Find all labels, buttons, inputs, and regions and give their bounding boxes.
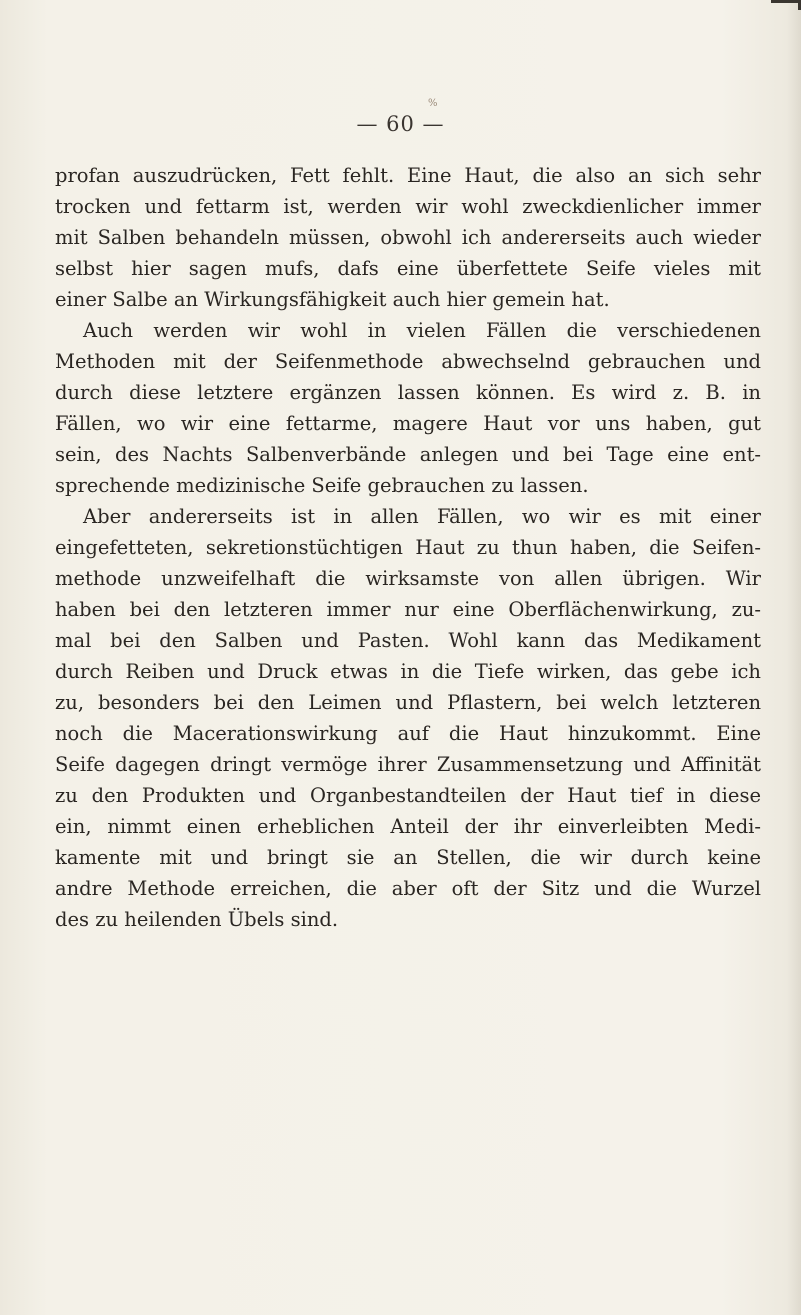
text-line: sprechende medizinische Seife gebrauchen zu lassen.: [55, 474, 589, 497]
body-text: [55, 160, 761, 935]
text-line: haben bei den letzteren immer nur eine Oberflächenwirkung, zu-: [55, 598, 761, 621]
text-line: trocken und fettarm ist, werden wir wohl zweckdienlicher immer: [55, 195, 761, 218]
text-line: durch Reiben und Druck etwas in die Tiefe wirken, das gebe ich: [55, 660, 761, 683]
text-line: Aber andererseits ist in allen Fällen, wo wir es mit einer: [83, 505, 761, 528]
text-line: durch diese letztere ergänzen lassen können. Es wird z. B. in: [55, 381, 761, 404]
text-line: mit Salben behandeln müssen, obwohl ich andererseits auch wieder: [55, 226, 761, 249]
text-line: zu, besonders bei den Leimen und Pflastern, bei welch letzteren: [55, 691, 761, 714]
text-line: Methoden mit der Seifenmethode abwechselnd gebrauchen und: [55, 350, 761, 373]
text-line: noch die Macerationswirkung auf die Haut hinzukommt. Eine: [55, 722, 761, 745]
stray-ink-mark: %: [428, 98, 438, 109]
text-line: Auch werden wir wohl in vielen Fällen die verschiedenen: [83, 319, 761, 342]
text-line: Seife dagegen dringt vermöge ihrer Zusammensetzung und Affinität: [55, 753, 761, 776]
text-line: einer Salbe an Wirkungsfähigkeit auch hier gemein hat.: [55, 288, 610, 311]
text-line: zu den Produkten und Organbestandteilen der Haut tief in diese: [55, 784, 761, 807]
page-number: — 60 —: [356, 112, 445, 136]
text-line: mal bei den Salben und Pasten. Wohl kann das Medikament: [55, 629, 761, 652]
text-line: eingefetteten, sekretionstüchtigen Haut zu thun haben, die Seifen-: [55, 536, 761, 559]
text-line: sein, des Nachts Salbenverbände anlegen und bei Tage eine ent-: [55, 443, 761, 466]
text-line: methode unzweifelhaft die wirksamste von allen übrigen. Wir: [55, 567, 761, 590]
text-line: ein, nimmt einen erheblichen Anteil der ihr einverleibten Medi-: [55, 815, 761, 838]
scan-corner-mark: [771, 0, 801, 10]
text-line: kamente mit und bringt sie an Stellen, die wir durch keine: [55, 846, 761, 869]
text-line: Fällen, wo wir eine fettarme, magere Haut vor uns haben, gut: [55, 412, 761, 435]
text-line: andre Methode erreichen, die aber oft der Sitz und die Wurzel: [55, 877, 761, 900]
text-line: profan auszudrücken, Fett fehlt. Eine Haut, die also an sich sehr: [55, 164, 761, 187]
text-line: des zu heilenden Übels sind.: [55, 908, 339, 931]
text-line: selbst hier sagen mufs, dafs eine überfettete Seife vieles mit: [55, 257, 761, 280]
page-edge-shadow: [787, 0, 801, 1315]
